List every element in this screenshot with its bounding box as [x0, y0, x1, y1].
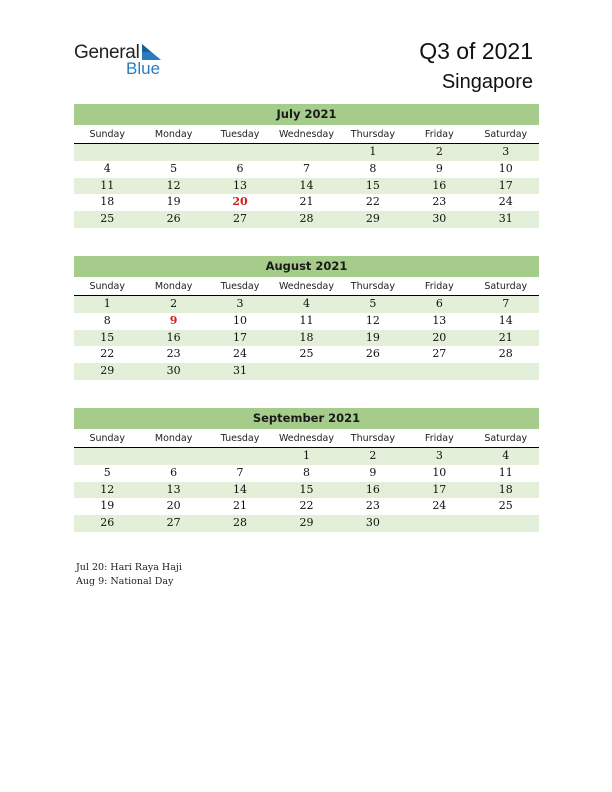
day-cell: 16: [166, 330, 181, 344]
day-cell: [273, 363, 339, 380]
day-cell: 27: [166, 516, 181, 530]
holiday-note: Aug 9: National Day: [76, 575, 174, 587]
day-cell: 4: [103, 161, 111, 175]
day-cell: 5: [369, 297, 377, 310]
day-cell: 14: [299, 178, 314, 192]
day-cell: 17: [233, 330, 248, 344]
day-cell: 17: [432, 482, 447, 496]
weekday-label: Sunday: [89, 433, 125, 444]
day-cell: 15: [299, 482, 314, 496]
day-cell: 18: [498, 482, 513, 496]
day-cell: 5: [103, 465, 111, 479]
brand-word-general: General: [74, 42, 140, 63]
day-cell: 22: [365, 195, 380, 209]
day-cell: 9: [435, 161, 443, 175]
day-cell: 21: [233, 499, 248, 513]
day-cell: 16: [432, 178, 447, 192]
weekday-label: Monday: [154, 281, 193, 292]
month-title: September 2021: [74, 408, 539, 429]
day-cell: 6: [236, 161, 244, 175]
day-cell: 3: [435, 449, 443, 462]
day-cell: 8: [302, 465, 310, 479]
weekday-header-row: [74, 278, 539, 296]
day-cell: 17: [498, 178, 513, 192]
weekday-label: Tuesday: [220, 129, 260, 140]
day-cell: 23: [432, 195, 447, 209]
day-cell: 13: [166, 482, 181, 496]
week-row: [74, 346, 539, 363]
week-row: [74, 515, 539, 532]
month-title: August 2021: [74, 256, 539, 277]
weekday-label: Wednesday: [278, 129, 334, 140]
day-cell: 8: [369, 161, 377, 175]
day-cell: [406, 515, 472, 532]
day-cell: [74, 448, 140, 465]
holiday-notes: [76, 561, 182, 588]
day-cell: [273, 144, 339, 161]
day-cell: [207, 144, 273, 161]
day-cell: 29: [299, 516, 314, 530]
weekday-header-row: [74, 430, 539, 448]
day-cell: 8: [103, 313, 111, 327]
weekday-label: Monday: [154, 129, 193, 140]
weekday-label: Saturday: [484, 433, 528, 444]
day-cell: 20: [166, 499, 181, 513]
day-cell: 27: [432, 347, 447, 361]
day-cell: [74, 144, 140, 161]
weekday-label: Wednesday: [278, 433, 334, 444]
weekday-label: Saturday: [484, 129, 528, 140]
day-cell: 10: [498, 161, 513, 175]
day-cell: 27: [233, 212, 248, 226]
day-cell: 26: [166, 212, 181, 226]
weekday-label: Sunday: [89, 129, 125, 140]
day-cell: 29: [365, 212, 380, 226]
day-cell: 22: [100, 347, 115, 361]
day-cell: 18: [299, 330, 314, 344]
day-cell: 6: [170, 465, 178, 479]
week-row: [74, 448, 539, 465]
day-cell: [473, 363, 539, 380]
day-cell: 21: [498, 330, 513, 344]
week-row: [74, 482, 539, 499]
weekday-label: Friday: [424, 433, 454, 444]
weekday-label: Wednesday: [278, 281, 334, 292]
day-cell: [406, 363, 472, 380]
day-cell: 10: [233, 313, 248, 327]
weekday-header-row: [74, 126, 539, 144]
day-cell: 19: [100, 499, 115, 513]
day-cell: 2: [435, 145, 443, 158]
weekday-label: Sunday: [89, 281, 125, 292]
day-cell: 18: [100, 195, 115, 209]
week-row: [74, 161, 539, 178]
week-row: [74, 313, 539, 330]
month-september: [74, 408, 539, 532]
holiday-note: Jul 20: Hari Raya Haji: [76, 562, 182, 573]
day-cell: 15: [365, 178, 380, 192]
day-cell: 24: [233, 347, 248, 361]
day-cell: 28: [498, 347, 513, 361]
day-cell: 4: [302, 297, 310, 310]
day-cell: 28: [299, 212, 314, 226]
weekday-label: Tuesday: [220, 281, 260, 292]
day-cell: 19: [365, 330, 380, 344]
week-row: [74, 465, 539, 482]
week-row: [74, 194, 539, 211]
day-cell: 14: [498, 313, 513, 327]
weekday-label: Saturday: [484, 281, 528, 292]
week-row: [74, 296, 539, 313]
weekday-label: Friday: [424, 129, 454, 140]
day-cell: 12: [100, 482, 115, 496]
day-cell: 14: [233, 482, 248, 496]
day-cell: 5: [170, 161, 178, 175]
day-cell: 6: [435, 297, 443, 310]
day-cell: 2: [369, 449, 377, 462]
week-row: [74, 178, 539, 195]
day-cell: 12: [166, 178, 181, 192]
day-cell: 1: [302, 449, 310, 462]
day-cell: 4: [502, 449, 510, 462]
day-cell: 13: [432, 313, 447, 327]
day-cell: 30: [365, 516, 380, 530]
week-row: [74, 363, 539, 380]
day-cell: 19: [166, 195, 181, 209]
day-cell: 7: [502, 297, 510, 310]
day-cell: 25: [498, 499, 513, 513]
day-cell: [140, 448, 206, 465]
day-cell: 29: [100, 364, 115, 378]
day-cell: 3: [236, 297, 244, 310]
day-cell: 16: [365, 482, 380, 496]
day-cell: 12: [365, 313, 380, 327]
day-cell: 21: [299, 195, 314, 209]
day-cell: 10: [432, 465, 447, 479]
weekday-label: Thursday: [350, 281, 395, 292]
weekday-label: Tuesday: [220, 433, 260, 444]
day-cell: 7: [302, 161, 310, 175]
month-july: [74, 104, 539, 228]
day-cell: 24: [432, 499, 447, 513]
day-cell: 24: [498, 195, 513, 209]
weekday-label: Monday: [154, 433, 193, 444]
day-cell: 28: [233, 516, 248, 530]
day-cell: 2: [170, 297, 178, 310]
day-cell: 26: [100, 516, 115, 530]
day-cell: 15: [100, 330, 115, 344]
day-cell: 31: [233, 364, 248, 378]
day-cell: [207, 448, 273, 465]
day-cell: 22: [299, 499, 314, 513]
day-cell: 11: [299, 313, 314, 327]
week-row: [74, 211, 539, 228]
day-cell: 11: [498, 465, 513, 479]
holiday-day-cell: 20: [232, 195, 248, 209]
day-cell: 26: [365, 347, 380, 361]
brand-logo: [74, 42, 174, 82]
day-cell: 23: [166, 347, 181, 361]
day-cell: 3: [502, 145, 510, 158]
day-cell: 1: [103, 297, 111, 310]
weekday-label: Thursday: [350, 433, 395, 444]
day-cell: 7: [236, 465, 244, 479]
weekday-label: Friday: [424, 281, 454, 292]
holiday-day-cell: 9: [169, 313, 178, 327]
day-cell: 20: [432, 330, 447, 344]
day-cell: 25: [100, 212, 115, 226]
day-cell: 23: [365, 499, 380, 513]
week-row: [74, 144, 539, 161]
day-cell: 30: [432, 212, 447, 226]
weekday-label: Thursday: [350, 129, 395, 140]
day-cell: [473, 515, 539, 532]
day-cell: 13: [233, 178, 248, 192]
week-row: [74, 498, 539, 515]
day-cell: [340, 363, 406, 380]
month-title: July 2021: [74, 104, 539, 125]
day-cell: 31: [498, 212, 513, 226]
week-row: [74, 330, 539, 347]
day-cell: 9: [369, 465, 377, 479]
brand-word-blue: Blue: [126, 59, 161, 78]
day-cell: [140, 144, 206, 161]
day-cell: 11: [100, 178, 115, 192]
month-august: [74, 256, 539, 380]
page-subtitle: Singapore: [441, 71, 533, 93]
day-cell: 1: [369, 145, 377, 158]
day-cell: 25: [299, 347, 314, 361]
day-cell: 30: [166, 364, 181, 378]
page-title: Q3 of 2021: [419, 38, 533, 64]
